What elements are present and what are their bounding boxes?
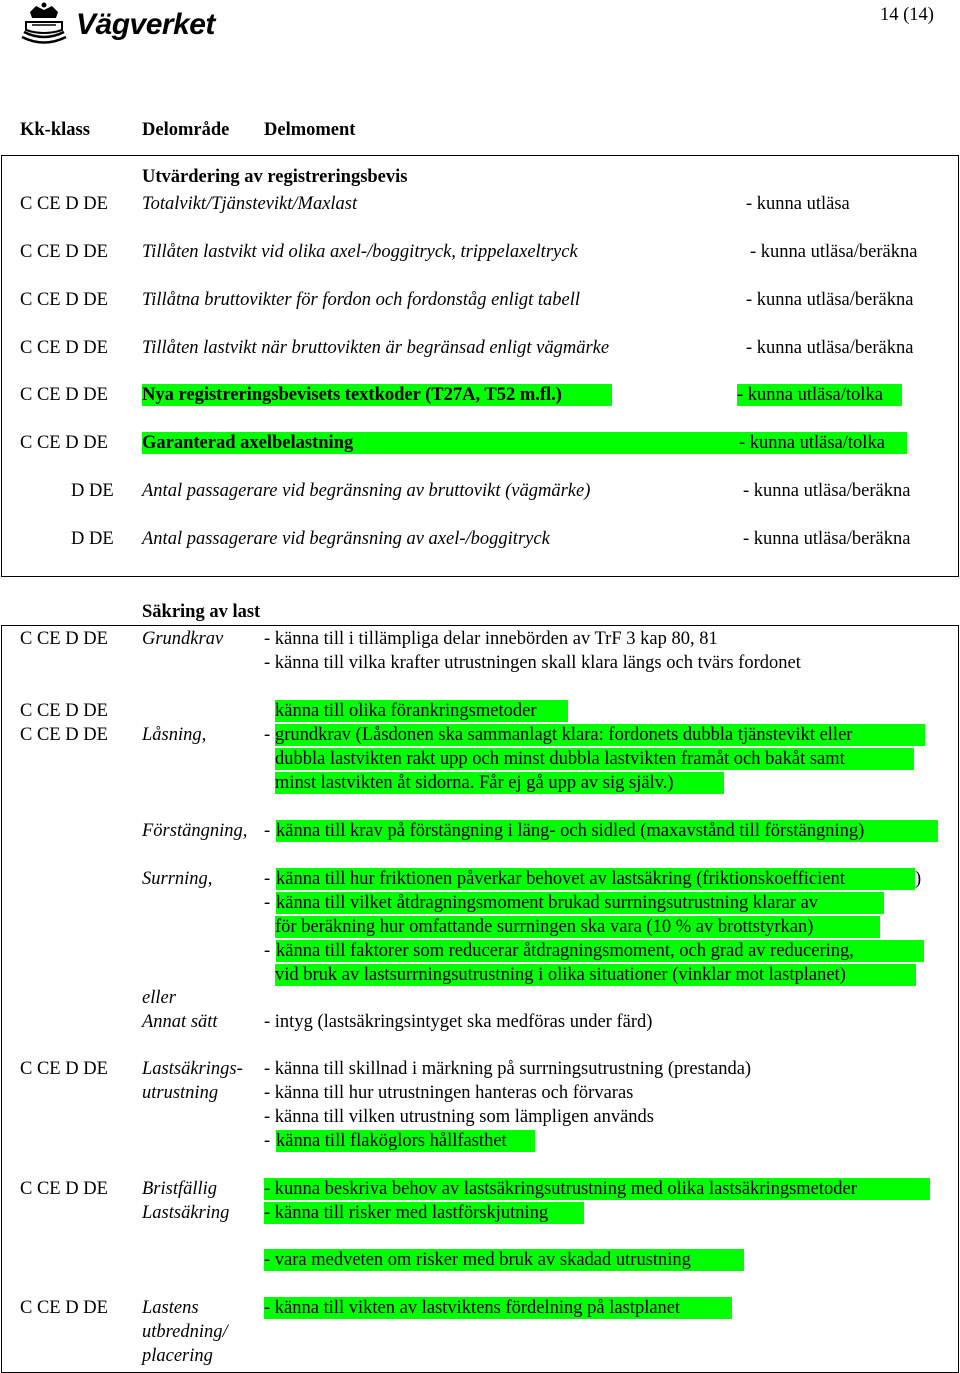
bullet-dash: - [264, 1131, 271, 1151]
kk-class: C CE D DE [20, 290, 108, 310]
row-text: Tillåtna bruttovikter för fordon och fordonståg enligt tabell [142, 290, 581, 310]
kk-class: C CE D DE [20, 433, 108, 453]
bullet-dash: - [264, 941, 271, 961]
kk-class: C CE D DE [20, 1179, 108, 1199]
column-delomrade: Delområde [142, 120, 230, 140]
row-text-highlighted: Nya registreringsbevisets textkoder (T27A, T52 m.fl.) [142, 384, 612, 406]
registration-title: Utvärdering av registreringsbevis [142, 167, 408, 187]
grundkrav-label: Grundkrav [142, 629, 224, 649]
forstangning-label: Förstängning, [142, 821, 248, 841]
row-requirement: - kunna utläsa/beräkna [743, 481, 911, 501]
bullet-dash: - [264, 893, 271, 913]
lasning-line-highlighted: minst lastvikten åt sidorna. Får ej gå upp av sig själv.) [275, 772, 724, 794]
kk-class: C CE D DE [20, 1059, 108, 1079]
utrustning-label: utrustning [142, 1083, 219, 1103]
bristfallig-line-highlighted: - kunna beskriva behov av lastsäkringsutrustning med olika lastsäkringsmetoder [264, 1178, 930, 1200]
row-text: Tillåten lastvikt vid olika axel-/boggitryck, trippelaxeltryck [142, 242, 578, 262]
bullet-dash: - [264, 725, 271, 745]
kk-class: C CE D DE [20, 701, 108, 721]
sakring-title: Säkring av last [142, 602, 261, 622]
bristfallig-line-highlighted: - känna till risker med lastförskjutning [264, 1202, 584, 1224]
row-requirement-highlighted: - kunna utläsa/tolka [737, 384, 902, 406]
registration-section-box [1, 155, 959, 577]
column-delmoment: Delmoment [264, 120, 356, 140]
annat-satt-label: Annat sätt [142, 1012, 218, 1032]
bullet-dash: - [264, 821, 271, 841]
utrustning-label: Lastsäkrings- [142, 1059, 243, 1079]
lastens-label: placering [142, 1346, 213, 1366]
bristfallig-label: Lastsäkring [142, 1203, 230, 1223]
bristfallig-label: Bristfällig [142, 1179, 218, 1199]
grundkrav-line: - känna till i tillämpliga delar innebörden av TrF 3 kap 80, 81 [264, 629, 718, 649]
lasning-line-highlighted: dubbla lastvikten rakt upp och minst dubbla lastvikten framåt och bakåt samt [275, 748, 914, 770]
utrustning-line: - känna till vilken utrustning som lämpligen används [264, 1107, 654, 1127]
row-requirement: - kunna utläsa/beräkna [746, 290, 914, 310]
surrning-line-highlighted: för beräkning hur omfattande surrningen ska vara (10 % av brottstyrkan) [275, 916, 880, 938]
kk-class: D DE [71, 481, 114, 501]
grundkrav-line: - känna till vilka krafter utrustningen skall klara längs och tvärs fordonet [264, 653, 801, 673]
vagverket-logo [18, 2, 233, 48]
lasning-line-highlighted: grundkrav (Låsdonen ska sammanlagt klara: fordonets dubbla tjänstevikt eller [275, 724, 925, 746]
forstangning-text-highlighted: känna till krav på förstängning i läng- och sidled (maxavstånd till förstängning) [276, 820, 938, 842]
row-text: Antal passagerare vid begränsning av bruttovikt (vägmärke) [142, 481, 591, 501]
bristfallig-line-highlighted: - vara medveten om risker med bruk av skadad utrustning [264, 1249, 744, 1271]
kk-class: C CE D DE [20, 194, 108, 214]
row-text: Totalvikt/Tjänstevikt/Maxlast [142, 194, 358, 214]
lastens-text-highlighted: - känna till vikten av lastviktens fördelning på lastplanet [264, 1297, 732, 1319]
lastens-label: Lastens [142, 1298, 199, 1318]
lasning-line-highlighted: känna till olika förankringsmetoder [275, 700, 568, 722]
kk-class: C CE D DE [20, 385, 108, 405]
surrning-line-end: ) [915, 869, 922, 889]
surrning-line-highlighted: känna till hur friktionen påverkar behovet av lastsäkring (friktionskoefficient [276, 868, 915, 890]
row-text: Antal passagerare vid begränsning av axel-/boggitryck [142, 529, 550, 549]
row-requirement: - kunna utläsa/beräkna [750, 242, 918, 262]
kk-class: C CE D DE [20, 338, 108, 358]
kk-class: D DE [71, 529, 114, 549]
utrustning-line: - känna till hur utrustningen hanteras och förvaras [264, 1083, 634, 1103]
utrustning-line: - känna till skillnad i märkning på surrningsutrustning (prestanda) [264, 1059, 752, 1079]
eller-label: eller [142, 988, 176, 1008]
kk-class: C CE D DE [20, 629, 108, 649]
row-requirement: - kunna utläsa/beräkna [743, 529, 911, 549]
row-text: Tillåten lastvikt när bruttovikten är begränsad enligt vägmärke [142, 338, 610, 358]
row-requirement: - kunna utläsa [746, 194, 850, 214]
surrning-line-highlighted: känna till vilket åtdragningsmoment brukad surrningsutrustning klarar av [276, 892, 884, 914]
surrning-label: Surrning, [142, 869, 213, 889]
row-requirement: - kunna utläsa/beräkna [746, 338, 914, 358]
annat-satt-text: - intyg (lastsäkringsintyget ska medföras under färd) [264, 1012, 653, 1032]
lastens-label: utbredning/ [142, 1322, 228, 1342]
utrustning-line-highlighted: känna till flaköglors hållfasthet [276, 1130, 535, 1152]
surrning-line-highlighted: vid bruk av lastsurrningsutrustning i olika situationer (vinklar mot lastplanet) [275, 964, 916, 986]
row-text-highlighted: Garanterad axelbelastning [142, 432, 739, 454]
surrning-line-highlighted: känna till faktorer som reducerar åtdragningsmoment, och grad av reducering, [276, 940, 924, 962]
kk-class: C CE D DE [20, 1298, 108, 1318]
row-requirement-highlighted: - kunna utläsa/tolka [739, 432, 907, 454]
kk-class: C CE D DE [20, 725, 108, 745]
bullet-dash: - [264, 869, 271, 889]
column-kk-klass: Kk-klass [20, 120, 90, 140]
logo-wordmark: Vägverket [76, 8, 215, 41]
crown-emblem-icon [18, 2, 70, 48]
kk-class: C CE D DE [20, 242, 108, 262]
page-number: 14 (14) [880, 5, 934, 25]
lasning-label: Låsning, [142, 725, 207, 745]
